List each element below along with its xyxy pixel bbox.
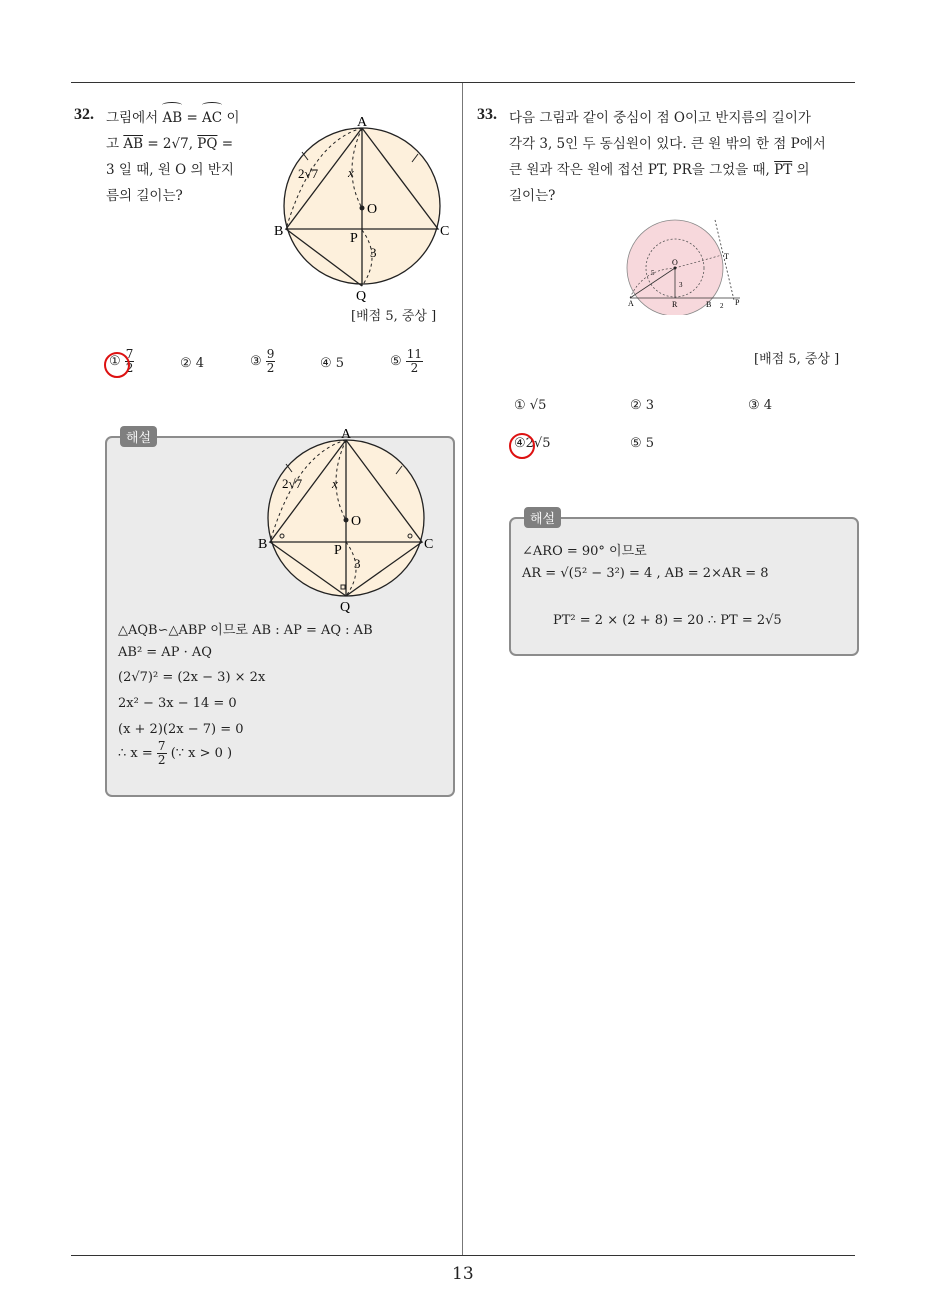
q33-choice-5[interactable]: ⑤ 5 (630, 436, 655, 451)
q32-choice-4[interactable]: ④ 5 (320, 356, 345, 371)
q32-sol-line-3: (2√7)² = (2x − 3) × 2x (118, 670, 266, 685)
q32-sol-label-P: P (334, 543, 342, 558)
q32-choice-1[interactable]: ① $\frac{7}{2}$ (109, 347, 134, 375)
q33-label-3: 3 (679, 281, 683, 289)
page-number: 13 (452, 1264, 474, 1284)
q33-line-4: 길이는? (509, 188, 556, 204)
q32-solution-tag: 해설 (120, 426, 157, 447)
q32-sol-label-A: A (341, 427, 352, 442)
q32-sol-label-B: B (258, 537, 268, 552)
q33-label-O: O (672, 258, 678, 267)
q32-choice-3[interactable]: ③ $\frac{9}{2}$ (250, 347, 275, 375)
q32-label-B: B (274, 224, 284, 239)
q32-line-3: 3 일 때, 원 O 의 반지 (106, 162, 234, 178)
q32-line-1: 그림에서 AB = AC 이 (106, 105, 261, 131)
q32-label-3: 3 (370, 245, 377, 260)
q33-label-T: T (724, 252, 729, 261)
q32-line-2: 고 $\overline{AB} = 2√7$, $\overline{PQ}$ = (106, 136, 234, 152)
q32-text (106, 105, 261, 209)
bottom-rule (71, 1255, 855, 1256)
q32-number: 32. (74, 106, 94, 123)
q33-solution-tag: 해설 (524, 507, 561, 528)
q33-label-B: B (706, 300, 712, 309)
q32-label-Q: Q (356, 289, 367, 304)
q32-sol-line-4: 2x² − 3x − 14 = 0 (118, 696, 237, 711)
q32-label-2sqrt7: 2√7 (298, 166, 319, 181)
q32-sol-label-3: 3 (354, 556, 361, 571)
q33-choice-4[interactable]: ④2√5 (514, 436, 551, 451)
q32-score: [배점 5, 중상 ] (351, 309, 437, 324)
q32-label-O: O (367, 202, 378, 217)
q33-choice-1[interactable]: ① √5 (514, 398, 547, 413)
q33-label-R: R (672, 300, 678, 309)
q33-choice-3[interactable]: ③ 4 (748, 398, 773, 413)
q32-choice-2[interactable]: ② 4 (180, 356, 205, 371)
q32-sol-label-C: C (424, 537, 434, 552)
q32-sol-label-2sqrt7: 2√7 (282, 476, 303, 491)
q33-answer-circle (509, 433, 535, 459)
column-divider (462, 83, 463, 1256)
q32-label-P: P (350, 231, 358, 246)
q32-line-4: 름의 길이는? (106, 188, 183, 204)
q33-solution-box (509, 517, 859, 656)
q32-choice-5[interactable]: ⑤ $\frac{11}{2}$ (390, 347, 423, 375)
q33-sol-line-2: AR = √(5² − 3²) = 4 , AB = 2×AR = 8 (522, 566, 769, 581)
q33-line-3: 큰 원과 작은 원에 접선 PT, PR을 그었을 때, $\overline{PT}$ 의 (509, 162, 810, 178)
q32-sol-line-5: (x + 2)(2x − 7) = 0 (118, 722, 244, 737)
q33-label-2: 2 (720, 302, 724, 310)
q33-text (509, 105, 859, 209)
q32-sol-label-O: O (351, 514, 362, 529)
q33-label-P: P (735, 298, 740, 307)
q32-label-x: x (348, 165, 354, 180)
q32-label-C: C (440, 224, 450, 239)
q33-sol-line-1: ∠ARO = 90° 이므로 (522, 544, 647, 559)
q33-line-1: 다음 그림과 같이 중심이 점 O이고 반지름의 길이가 (509, 110, 811, 126)
q32-answer-circle (104, 352, 130, 378)
q32-solution-diagram (258, 424, 448, 616)
q33-sol-line-3: PT² = 2 × (2 + 8) = 20 ∴ PT = 2√5 (553, 613, 782, 628)
q33-line-2: 각각 3, 5인 두 동심원이 있다. 큰 원 밖의 한 점 P에서 (509, 136, 826, 152)
q32-sol-line-1: △AQB∽△ABP 이므로 AB : AP = AQ : AB (118, 623, 373, 638)
q33-label-A: A (628, 299, 634, 308)
q33-number: 33. (477, 106, 497, 123)
q33-choice-2[interactable]: ② 3 (630, 398, 655, 413)
q32-label-A: A (357, 115, 368, 130)
top-rule (71, 82, 855, 83)
q32-sol-line-6: ∴ x = $\frac{7}{2}$ (∵ x > 0 ) (118, 739, 233, 767)
q33-score: [배점 5, 중상 ] (754, 352, 840, 367)
q33-concentric-diagram (622, 215, 750, 315)
q32-sol-label-x: x (332, 476, 338, 491)
q32-sol-line-2: AB² = AP · AQ (118, 645, 212, 660)
q32-circle-diagram (272, 112, 462, 308)
q33-label-5: 5 (651, 269, 655, 277)
q32-sol-label-Q: Q (340, 600, 351, 615)
